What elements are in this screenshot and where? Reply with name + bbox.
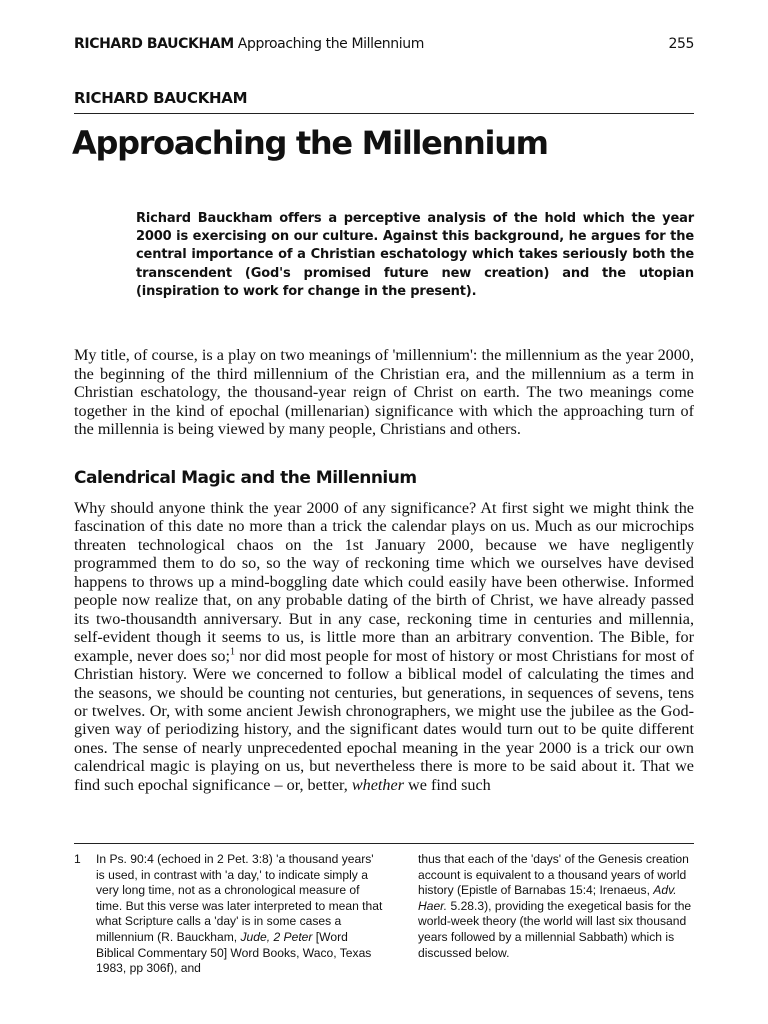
footnote-right-citation: Adv. Haer. xyxy=(418,883,677,913)
footnote-reference: 1 xyxy=(230,646,235,658)
article-title: Approaching the Millennium xyxy=(72,124,548,162)
body-text-part2: nor did most people for most of history or most Christians for most of Christian history. Were we concerned to follow a biblical model of calculating the times and the seasons, we should be counting not centuries, but generations, in sequences of sevens, tens or twelves. Or, with some ancient Jewish chronographers, we might use the jubilee as the God-given way of periodizing history, and the significant dates would turn out to be quite different ones. The sense of nearly unprecedented epochal meaning in the year 2000 is a trick our own calendrical magic is playing on us, but nevertheless there is more to be said about it. That we find such epochal significance – or, better, xyxy=(74,646,694,794)
footnote-left-part1: In Ps. 90:4 (echoed in 2 Pet. 3:8) 'a thousand years' is used, in contrast with 'a day,' to indicate simply a very long time, not as a chronological measure of time. But this verse was later interpreted to mean that what Scripture calls a 'day' is in some cases a millennium (R. Bauckham, xyxy=(96,852,383,944)
running-header-title: Approaching the Millennium xyxy=(233,36,424,52)
running-header xyxy=(74,36,694,56)
footnote-number: 1 xyxy=(74,852,81,866)
footnote-left-part2: [Word Biblical Commentary 50] Word Books, Waco, Texas 1983, pp 306f), and xyxy=(96,929,372,976)
body-text-part3: we find such xyxy=(404,775,491,794)
footnote-left-citation: Jude, 2 Peter xyxy=(240,929,313,944)
footnote-right-part1: thus that each of the 'days' of the Genesis creation account is equivalent to a thousand years of world history (Epistle of Barnabas 15:4; Irenaeus, xyxy=(418,852,689,898)
article-abstract: Richard Bauckham offers a perceptive analysis of the hold which the year 2000 is exercising on our culture. Against this background, he argues for the central importance of a Christian eschatology which takes seriously both the transcendent (God's promised future new creation) and the utopian (inspiration to work for change in the present). xyxy=(136,211,694,299)
footnote-text-left xyxy=(96,852,384,977)
footnote-column-right xyxy=(418,852,698,961)
body-text-part1: Why should anyone think the year 2000 of any significance? At first sight we might think the fascination of this date no more than a trick the calendar plays on us. Much as our microchips threaten technological chaos on the 1st January 2000, because we have negligently programmed them to do so, so the way of reckoning time which we ourselves have devised happens to throws up a mind-boggling date which could easily have been otherwise. Informed people now realize that, on any probable dating of the birth of Christ, we have already passed its two-thousandth anniversary. But in any case, reckoning time in centuries and millennia, self-evident though it seems to us, is little more than an arbitrary convention. The Bible, for example, never does so; xyxy=(74,499,694,665)
body-paragraph xyxy=(74,499,694,794)
footnote-right-part2: 5.28.3), providing the exegetical basis for the world-week theory (the world will last six thousand years followed by a millennial Sabbath) which is discussed below. xyxy=(418,898,692,960)
page-number: 255 xyxy=(668,36,694,52)
intro-paragraph: My title, of course, is a play on two meanings of 'millennium': the millennium as the year 2000, the beginning of the third millennium of the Christian era, and the millennium as a term in Christian eschatology, the thousand-year reign of Christ on earth. The two meanings come together in the kind of epochal (millenarian) significance with which the approaching turn of the millennia is being viewed by many people, Christians and others. xyxy=(74,346,694,438)
footnote-divider xyxy=(74,843,694,844)
section-heading: Calendrical Magic and the Millennium xyxy=(74,468,417,488)
running-header-author: RICHARD BAUCKHAM xyxy=(74,36,234,52)
body-emphasis: whether xyxy=(351,775,404,794)
footnote-column-left xyxy=(74,852,384,977)
article-author: RICHARD BAUCKHAM xyxy=(74,89,248,107)
title-divider xyxy=(74,113,694,114)
